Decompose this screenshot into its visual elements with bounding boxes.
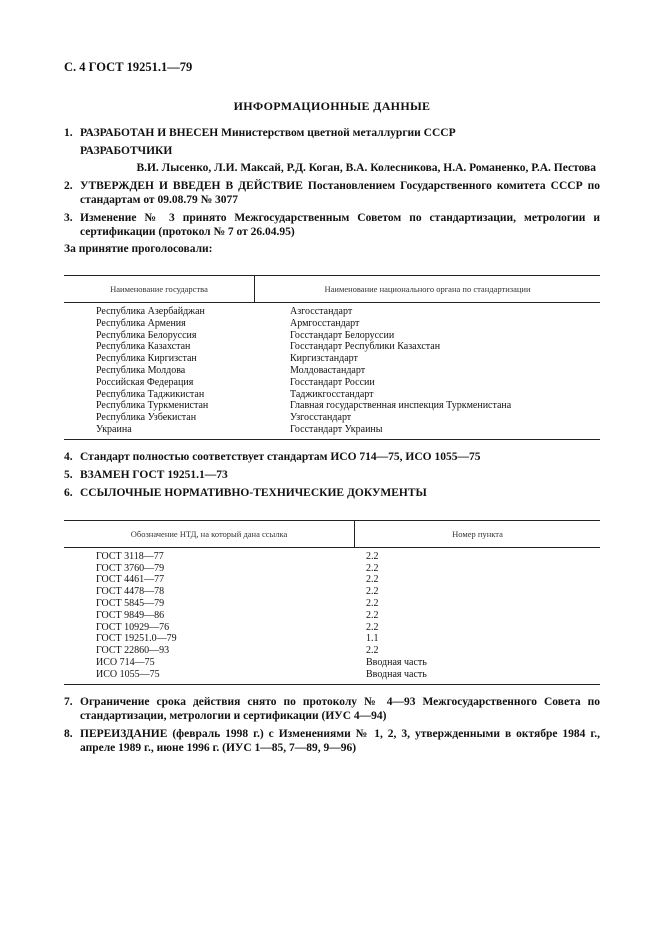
table-cell: 2.2 (366, 597, 379, 609)
table-cell: 2.2 (366, 645, 379, 657)
table-row (64, 341, 600, 353)
table-row (64, 610, 600, 622)
table-row (64, 622, 600, 634)
table-cell: Госстандарт Украины (290, 423, 383, 435)
item-2 (64, 179, 600, 207)
table-cell: ГОСТ 3118—77 (96, 550, 164, 562)
table-cell: 1.1 (366, 633, 379, 645)
table-body (64, 548, 600, 684)
developers-list: В.И. Лысенко, Л.И. Максай, Р.Д. Коган, В.А. Колесникова, Н.А. Романенко, Р.А. Пестова (136, 162, 596, 174)
table-cell: 2.2 (366, 609, 379, 621)
table-cell: ГОСТ 4478—78 (96, 586, 165, 598)
item-number: 5. (64, 468, 73, 481)
item-7 (64, 695, 600, 723)
voted-label: За принятие проголосовали: (64, 243, 213, 255)
table-cell: Республика Узбекистан (96, 412, 197, 424)
item-text: Ограничение срока действия снято по протоколу № 4—93 Межгосударственного Совета по стандартизации, метрологии и сертификации (ИУС 4—94) (80, 695, 600, 722)
table-cell: 2.2 (366, 574, 379, 586)
table-cell: ГОСТ 3760—79 (96, 562, 165, 574)
table-cell: ГОСТ 19251.0—79 (96, 633, 177, 645)
document-page (64, 60, 600, 755)
table-cell: 2.2 (366, 621, 379, 633)
table-row (64, 306, 600, 318)
table-cell: Молдовастандарт (290, 364, 366, 376)
table-cell: Азгосстандарт (290, 306, 353, 317)
table-cell: Узгосстандарт (290, 412, 352, 424)
table-cell: Российская Федерация (96, 376, 194, 388)
table-cell: Таджикгосстандарт (290, 388, 374, 400)
table-cell: Главная государственная инспекция Туркменистана (290, 400, 512, 412)
table-cell: ГОСТ 4461—77 (96, 574, 165, 586)
table-cell: Республика Туркменистан (96, 400, 209, 412)
table-row (64, 645, 600, 657)
item-text: (февраль 1998 г.) с Изменениями № 1, 2, 3, утвержденными в октябре 1984 г., апреле 1989 г., июне 1996 г. (ИУС 1—85, 7—89, 9—96) (80, 727, 600, 754)
column-header-document: Обозначение НТД, на который дана ссылка (64, 521, 355, 547)
table-body (64, 303, 600, 439)
column-header-body: Наименование национального органа по стандартизации (324, 284, 531, 294)
item-text: Стандарт полностью соответствует стандартам ИСО 714—75, ИСО 1055—75 (80, 450, 481, 463)
developers-label: РАЗРАБОТЧИКИ (80, 145, 173, 157)
table-row (64, 424, 600, 436)
table-row (64, 400, 600, 412)
table-cell: Республика Армения (96, 317, 186, 329)
table-cell: Вводная часть (366, 668, 427, 680)
table-cell: ГОСТ 5845—79 (96, 597, 165, 609)
table-cell: ГОСТ 10929—76 (96, 621, 170, 633)
table-row (64, 574, 600, 586)
item-lead: ПЕРЕИЗДАНИЕ (80, 727, 168, 740)
table-cell: Республика Киргизстан (96, 353, 197, 365)
item-4 (64, 450, 600, 464)
item-text: Изменение № 3 принято Межгосударственным Советом по стандартизации, метрологии и сертификации (протокол № 7 от 26.04.95) (80, 212, 600, 238)
table-row (64, 586, 600, 598)
item-3 (64, 211, 600, 239)
table-cell: Вводная часть (366, 656, 427, 668)
item-number: 4. (64, 450, 73, 463)
table-cell: Армгосстандарт (290, 317, 360, 329)
table-cell: Республика Белоруссия (96, 329, 197, 341)
table-cell: Республика Азербайджан (96, 306, 205, 317)
table-row (64, 633, 600, 645)
item-text: Министерством цветной металлургии СССР (218, 127, 456, 139)
item-number: 7. (64, 695, 73, 708)
table-row (64, 330, 600, 342)
column-header-clause: Номер пункта (452, 528, 503, 539)
table-cell: ГОСТ 22860—93 (96, 645, 170, 657)
table-row (64, 598, 600, 610)
item-text: ВЗАМЕН ГОСТ 19251.1—73 (80, 468, 228, 481)
table-row (64, 669, 600, 681)
table-row (64, 318, 600, 330)
table-row (64, 353, 600, 365)
table-cell: Республика Молдова (96, 364, 186, 376)
table-cell: 2.2 (366, 586, 379, 598)
table-row (64, 412, 600, 424)
table-cell: Госстандарт России (290, 376, 375, 388)
item-number: 8. (64, 727, 73, 740)
item-8 (64, 727, 600, 755)
table-row (64, 551, 600, 563)
table-cell: 2.2 (366, 550, 379, 562)
item-6 (64, 486, 600, 500)
item-number: 2. (64, 180, 73, 192)
item-number: 3. (64, 212, 73, 224)
table-row (64, 563, 600, 575)
table-row (64, 389, 600, 401)
table-row (64, 365, 600, 377)
table-row (64, 657, 600, 669)
table-cell: Республика Таджикистан (96, 388, 205, 400)
table-cell: Республика Казахстан (96, 341, 191, 353)
item-text: ССЫЛОЧНЫЕ НОРМАТИВНО-ТЕХНИЧЕСКИЕ ДОКУМЕНТЫ (80, 486, 427, 499)
table-cell: ИСО 714—75 (96, 656, 155, 668)
section-title: ИНФОРМАЦИОННЫЕ ДАННЫЕ (233, 99, 431, 113)
item-lead: РАЗРАБОТАН И ВНЕСЕН (80, 127, 219, 139)
item-1 (64, 126, 600, 175)
table-cell: Украина (96, 423, 132, 435)
table-cell: Киргизстандарт (290, 353, 358, 365)
table-cell: Госстандарт Белоруссии (290, 329, 395, 341)
table-row (64, 377, 600, 389)
column-header-state: Наименование государства (64, 276, 255, 302)
item-lead: УТВЕРЖДЕН И ВВЕДЕН В ДЕЙСТВИЕ (80, 180, 303, 192)
item-text: Постановлением Государственного комитета СССР по стандартам от 09.08.79 № 3077 (80, 180, 600, 206)
item-5 (64, 468, 600, 482)
table-header (64, 276, 600, 303)
item-number: 6. (64, 486, 73, 499)
table-cell: 2.2 (366, 562, 379, 574)
page-header: С. 4 ГОСТ 19251.1—79 (64, 60, 193, 74)
references-table (64, 520, 600, 685)
item-number: 1. (64, 127, 73, 139)
states-table (64, 275, 600, 440)
table-header (64, 521, 600, 548)
table-cell: ИСО 1055—75 (96, 668, 160, 680)
table-cell: ГОСТ 9849—86 (96, 609, 165, 621)
table-cell: Госстандарт Республики Казахстан (290, 341, 441, 353)
